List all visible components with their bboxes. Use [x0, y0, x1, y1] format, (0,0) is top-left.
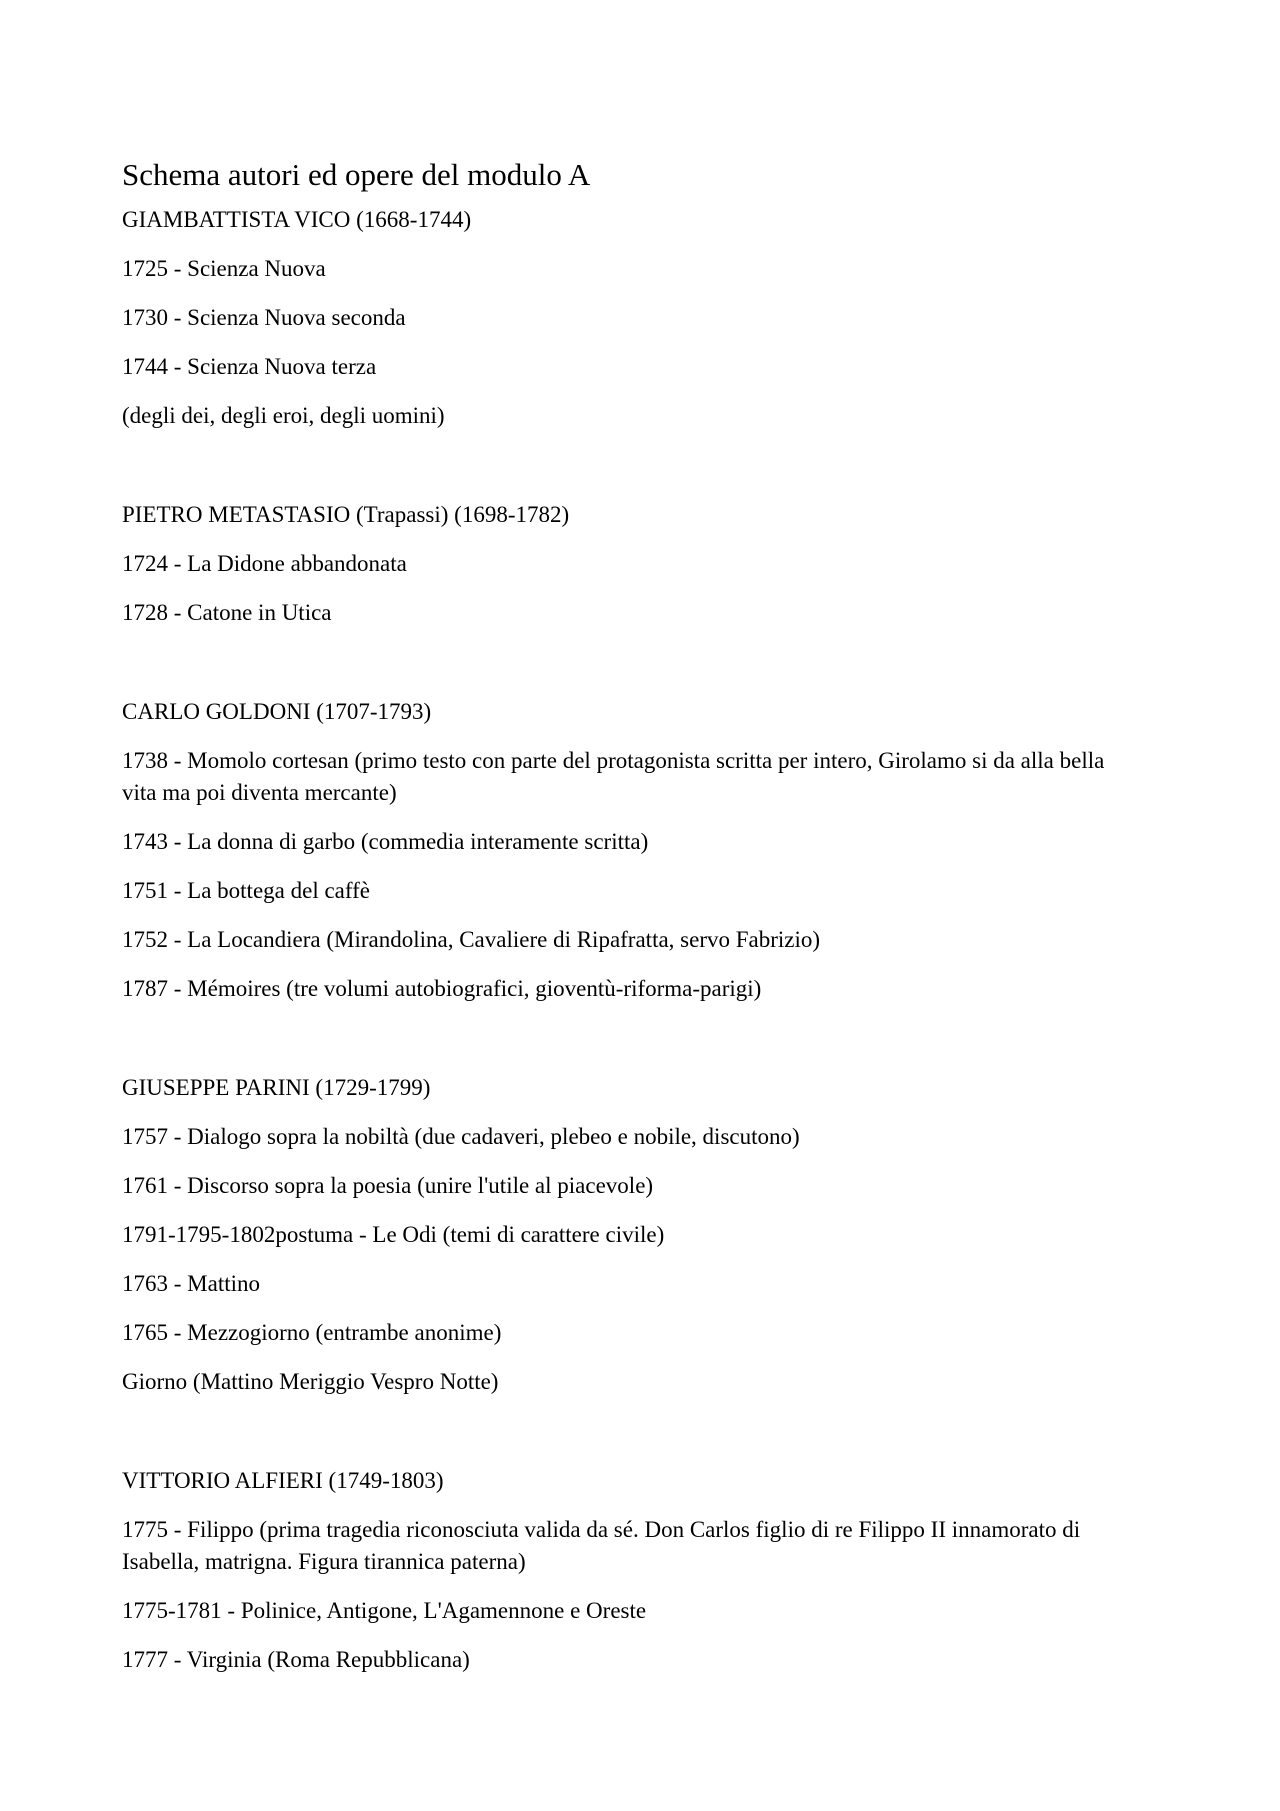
- work-line: 1752 - La Locandiera (Mirandolina, Cavaliere di Ripafratta, servo Fabrizio): [122, 927, 821, 952]
- section-spacer: [122, 1415, 1132, 1465]
- author-heading: GIAMBATTISTA VICO (1668-1744): [122, 207, 472, 232]
- section-spacer: [122, 1022, 1132, 1072]
- work-line: 1744 - Scienza Nuova terza: [122, 354, 377, 379]
- work-line: 1775 - Filippo (prima tragedia riconosciuta valida da sé. Don Carlos figlio di re Filippo II innamorato di Isabella, matrigna. Figura tirannica paterna): [122, 1517, 1081, 1574]
- page-title: Schema autori ed opere del modulo A: [122, 157, 591, 192]
- work-line: 1761 - Discorso sopra la poesia (unire l'utile al piacevole): [122, 1173, 654, 1198]
- author-heading: PIETRO METASTASIO (Trapassi) (1698-1782): [122, 502, 570, 527]
- work-line: 1724 - La Didone abbandonata: [122, 551, 407, 576]
- work-note: Giorno (Mattino Meriggio Vespro Notte): [122, 1369, 499, 1394]
- work-note: (degli dei, degli eroi, degli uomini): [122, 403, 445, 428]
- section-vico: [122, 204, 1132, 432]
- author-heading: VITTORIO ALFIERI (1749-1803): [122, 1468, 444, 1493]
- work-line: 1775-1781 - Polinice, Antigone, L'Agamennone e Oreste: [122, 1598, 647, 1623]
- work-line: 1763 - Mattino: [122, 1271, 260, 1296]
- work-line: 1738 - Momolo cortesan (primo testo con parte del protagonista scritta per intero, Girolamo si da alla bella vita ma poi diventa mercante): [122, 748, 1105, 805]
- document-page: [122, 150, 1132, 1693]
- work-line: 1787 - Mémoires (tre volumi autobiografici, gioventù-riforma-parigi): [122, 976, 762, 1001]
- work-line: 1765 - Mezzogiorno (entrambe anonime): [122, 1320, 502, 1345]
- work-line: 1743 - La donna di garbo (commedia interamente scritta): [122, 829, 649, 854]
- section-spacer: [122, 449, 1132, 499]
- author-heading: GIUSEPPE PARINI (1729-1799): [122, 1075, 431, 1100]
- author-heading: CARLO GOLDONI (1707-1793): [122, 699, 432, 724]
- work-line: 1730 - Scienza Nuova seconda: [122, 305, 406, 330]
- section-alfieri: [122, 1465, 1132, 1676]
- work-line: 1725 - Scienza Nuova: [122, 256, 326, 281]
- work-line: 1751 - La bottega del caffè: [122, 878, 370, 903]
- section-goldoni: [122, 696, 1132, 1005]
- work-line: 1777 - Virginia (Roma Repubblicana): [122, 1647, 470, 1672]
- work-line: 1757 - Dialogo sopra la nobiltà (due cadaveri, plebeo e nobile, discutono): [122, 1124, 800, 1149]
- work-line: 1791-1795-1802postuma - Le Odi (temi di carattere civile): [122, 1222, 665, 1247]
- section-metastasio: [122, 499, 1132, 629]
- work-line: 1728 - Catone in Utica: [122, 600, 332, 625]
- section-parini: [122, 1072, 1132, 1398]
- section-spacer: [122, 646, 1132, 696]
